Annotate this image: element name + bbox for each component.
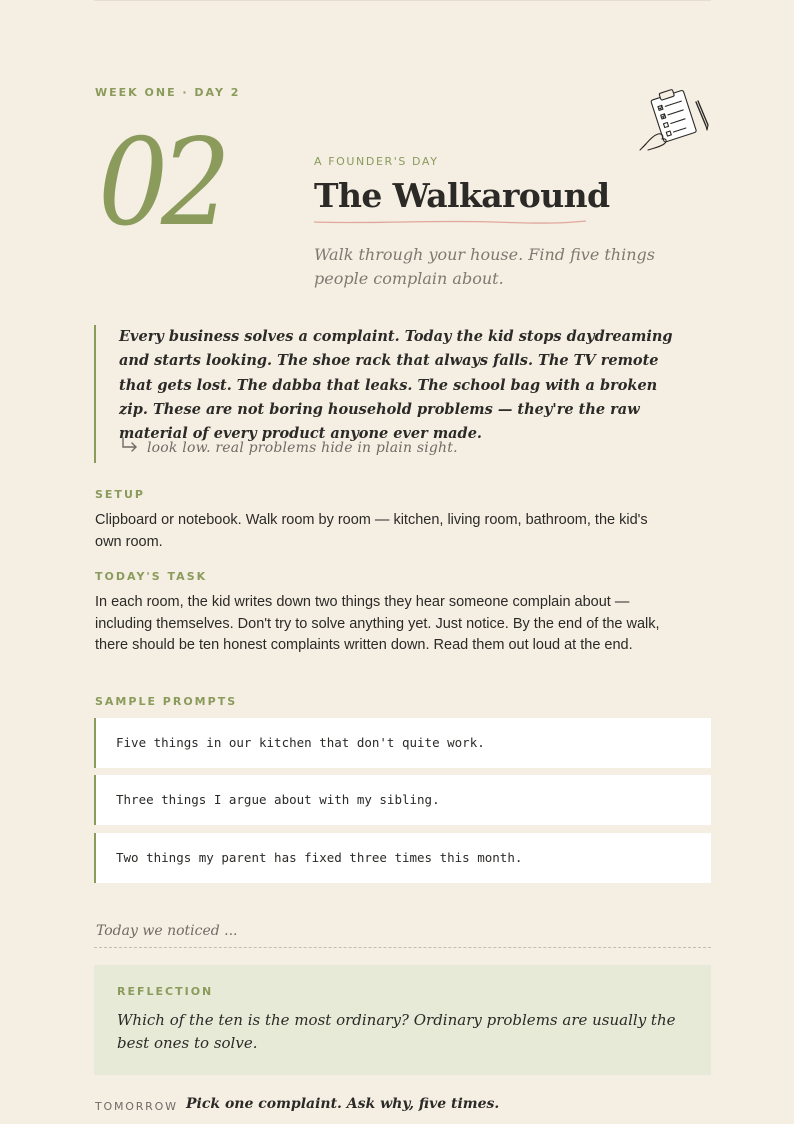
task-text: In each room, the kid writes down two things they hear someone complain about — including themselves. Don't try to solve anything yet. Just notice. By the end of the walk, there should be ten honest complaints written down. Read them out loud at the end.: [95, 594, 660, 653]
intro-text: Every business solves a complaint. Today the kid stops daydreaming and starts looking. The shoe rack that always falls. The TV remote that gets lost. The dabba that leaks. The school bag with a broken zip. These are not boring household problems — they're the raw material of every product anyone ever made.: [119, 328, 673, 443]
prompt-card: [94, 718, 711, 768]
task-label: TODAY'S TASK: [95, 570, 208, 583]
day-number: 02: [98, 114, 224, 253]
prompt-card: [94, 775, 711, 825]
prompt-text: Three things I argue about with my sibling.: [116, 792, 440, 807]
notice-line-label: Today we noticed ...: [96, 923, 238, 939]
notice-writing-line: [94, 947, 711, 948]
prompt-card: [94, 833, 711, 883]
subtitle: Walk through your house. Find five things people complain about.: [314, 245, 655, 288]
top-divider: [94, 0, 711, 1]
prompt-text: Five things in our kitchen that don't quite work.: [116, 735, 485, 750]
intro-quote: [94, 325, 674, 463]
kicker: A FOUNDER'S DAY: [314, 155, 439, 168]
turn-arrow-icon: [121, 437, 139, 453]
clipboard-checklist-icon: [634, 84, 710, 156]
week-day-eyebrow: WEEK ONE · DAY 2: [95, 86, 241, 99]
reflection-text: Which of the ten is the most ordinary? Ordinary problems are usually the best ones to solve.: [117, 1011, 676, 1052]
reflection-box: [94, 965, 711, 1075]
title-underline: [313, 218, 587, 226]
setup-text: Clipboard or notebook. Walk room by room — kitchen, living room, bathroom, the kid's own room.: [95, 512, 648, 550]
reflection-label: REFLECTION: [117, 985, 214, 998]
prompts-label: SAMPLE PROMPTS: [95, 695, 238, 708]
prompt-text: Two things my parent has fixed three times this month.: [116, 850, 523, 865]
aside-note: look low. real problems hide in plain sight.: [147, 440, 458, 456]
page-title: The Walkaround: [314, 176, 610, 215]
tomorrow-label: TOMORROW: [95, 1100, 178, 1113]
tomorrow-text: Pick one complaint. Ask why, five times.: [186, 1096, 500, 1112]
setup-label: SETUP: [95, 488, 145, 501]
